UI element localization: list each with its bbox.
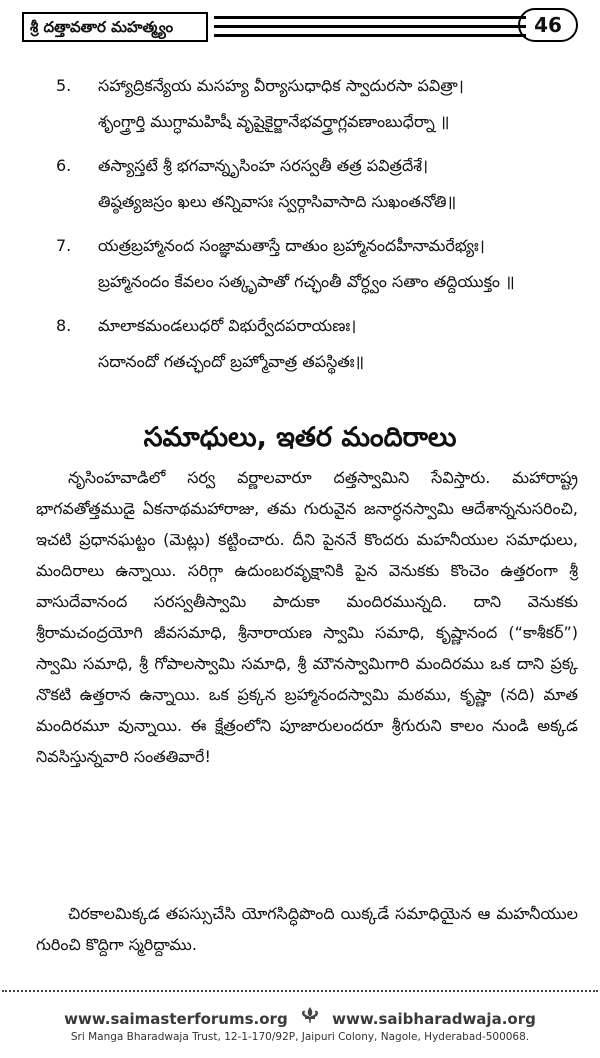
header-rule — [214, 16, 526, 38]
verse-line: బ్రహ్మానందం కేవలం సత్కృపాతో గచ్ఛంతీ వోర్ధ్వం సతాం తద్దియుక్తం ॥ — [98, 272, 515, 291]
page-header — [22, 8, 582, 52]
verse-6 — [40, 148, 580, 220]
verse-5 — [40, 68, 580, 140]
verse-line: సహ్యాద్రికన్యేయ మసహ్య వీర్యాసుధాధిక స్వాదురసా పవిత్రా। — [98, 76, 464, 95]
body-paragraph: చిరకాలమిక్కడ తపస్సుచేసి యోగసిద్ధిపొంది యిక్కడే సమాధియైన ఆ మహనీయుల గురించి కొద్దిగా స్మరిద్దాము. — [36, 904, 578, 954]
verse-number: 7. — [56, 236, 72, 255]
fleur-de-lis-icon — [299, 1006, 321, 1030]
verse-line: తిష్ఠత్యజస్రం ఖలు తన్నివాసః స్వర్గాసివాసాది సుఖంతనోతి॥ — [98, 192, 457, 211]
section-heading: సమాధులు, ఇతర మందిరాలు — [143, 422, 457, 453]
verse-line: యత్రబ్రహ్మానంద సంజ్ఞామతాస్తే దాతుం బ్రహ్మానందహీనామరేభ్యః। — [98, 236, 485, 255]
verse-number: 6. — [56, 156, 72, 175]
book-title: శ్రీ దత్తావతార మహత్మ్యం — [22, 12, 208, 42]
site-link-saibharadwaja[interactable]: www.saibharadwaja.org — [332, 1010, 536, 1028]
verse-number: 5. — [56, 76, 72, 95]
verse-list — [40, 68, 580, 380]
verse-7 — [40, 228, 580, 300]
verse-line: తస్యాస్తటే శ్రీ భగవాన్నృసింహ సరస్వతీ తత్ర పవిత్రదేశే। — [98, 156, 429, 175]
trust-address: Sri Manga Bharadwaja Trust, 12-1-170/92P, Jaipuri Colony, Nagole, Hyderabad-500068. — [70, 1031, 530, 1043]
site-link-saimasterforums[interactable]: www.saimasterforums.org — [64, 1010, 288, 1028]
verse-number: 8. — [56, 316, 72, 335]
page-footer — [0, 1006, 600, 1044]
page-number: 46 — [518, 8, 578, 42]
verse-line: సదానందో గతచ్ఛందో బ్రహ్మోవాత్ర తపస్థితః॥ — [98, 352, 365, 371]
footer-divider — [2, 990, 598, 992]
body-paragraph: నృసింహవాడిలో సర్వ వర్ణాలవారూ దత్తస్వామిని సేవిస్తారు. మహారాష్ట్ర భాగవతోత్తముడై ఏకనాథమహారాజు, తమ గురువైన జనార్ధనస్వామి ఆదేశాన్ననుసరించి, ఇచటి ప్రధానఘట్టం (మెట్లు) కట్టించారు. దీని పైననే కొందరు మహనీయుల సమాధులు, మందిరాలు ఉన్నాయి. సరిగ్గా ఉదుంబరవృక్షానికి పైన వెనుకకు కొంచెం ఉత్తరంగా శ్రీ వాసుదేవానంద సరస్వతీస్వామి పాదుకా మందిరమున్నది. దాని వెనుకకు శ్రీరామచంద్రయోగి జీవసమాధి, శ్రీనారాయణ స్వామి సమాధి, కృష్ణానంద (“కాశీకర్”) స్వామి సమాధి, శ్రీ గోపాలస్వామి సమాధి, శ్రీ మౌనస్వామిగారి మందిరము ఒక దాని ప్రక్క నొకటి ఉత్తరాన ఉన్నాయి. ఒక ప్రక్కన బ్రహ్మానందస్వామి మఠము, కృష్ణా (నది) మాత మందిరమూ వున్నాయి. ఈ క్షేత్రంలోని పూజారులందరూ శ్రీగురుని కాలం నుండి అక్కడ నివసిస్తున్నవారి సంతతివారే! — [36, 468, 578, 766]
verse-line: శృంగ్త్రార్తి ముగ్ధామహిషీ వృషైకైర్జానేభవర్త్రాగ్లవణాంబుధేర్నా ॥ — [98, 112, 450, 131]
verse-line: మాలాకమండలుధరో విభుర్వేదపరాయణః। — [98, 316, 357, 335]
verse-8 — [40, 308, 580, 380]
